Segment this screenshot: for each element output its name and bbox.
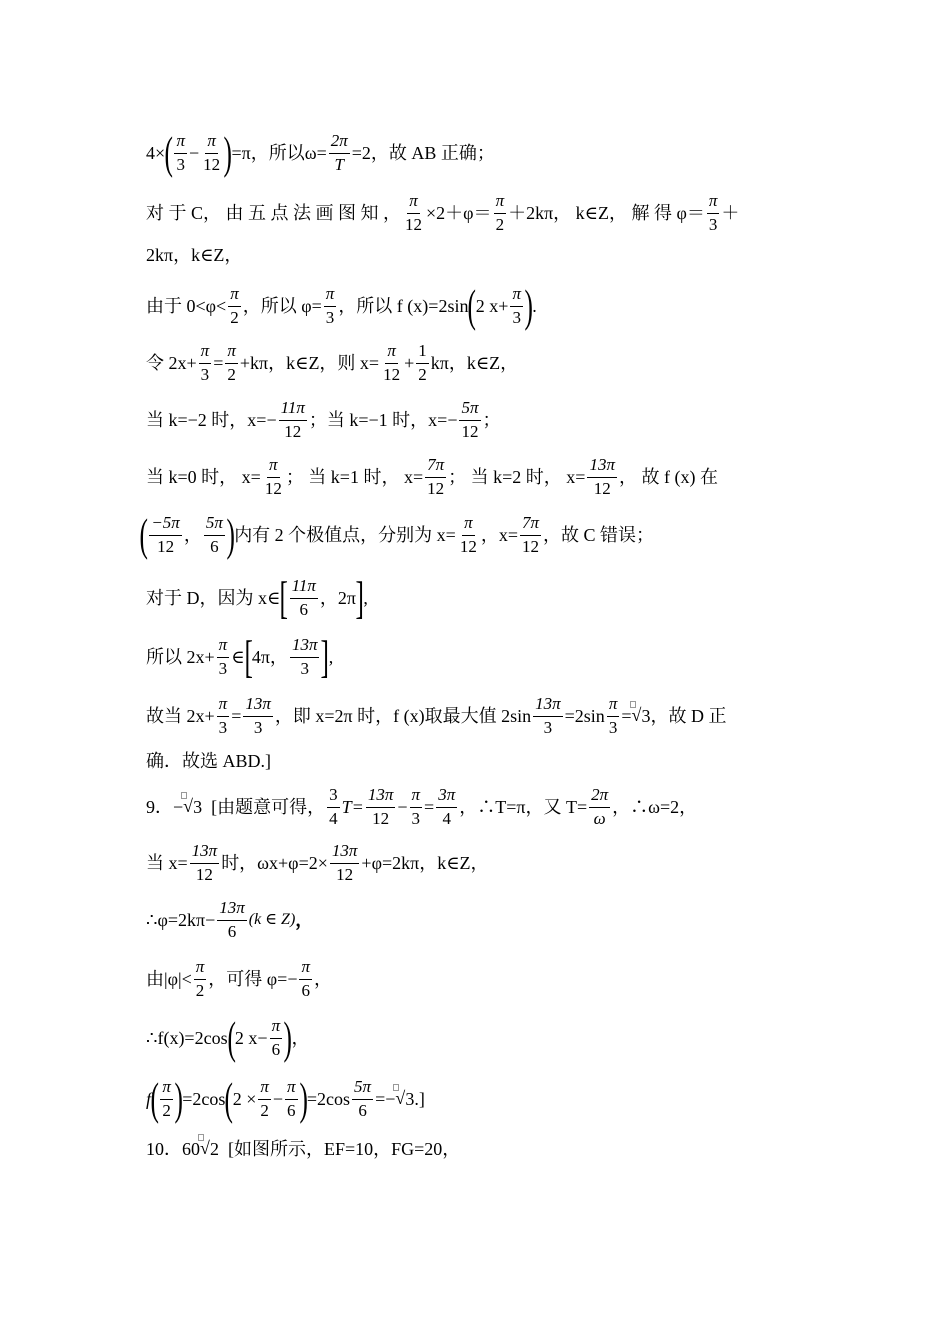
- denominator: 12: [593, 478, 611, 498]
- text: 时，ωx+φ=2×: [221, 853, 328, 874]
- denominator: 3: [200, 364, 210, 384]
- fraction: [510, 285, 523, 327]
- fraction: [381, 342, 402, 384]
- numerator: 13π: [217, 899, 247, 921]
- fraction: [494, 192, 507, 234]
- text: −: [189, 143, 200, 163]
- text: ∴f(x)=2cos: [146, 1028, 228, 1048]
- text: ,: [363, 588, 368, 608]
- text: +kπ，k∈Z，则 x=: [239, 353, 380, 374]
- denominator: 12: [405, 214, 423, 234]
- line-16: [146, 958, 332, 1000]
- text: [由题意可得，: [202, 797, 326, 818]
- text: 4×: [146, 143, 166, 163]
- denominator: 12: [372, 808, 390, 828]
- fraction: [285, 1078, 298, 1120]
- text: ，即 x=2π 时，f (x)取最大值 2sin: [274, 706, 532, 727]
- root-index-box: [181, 792, 187, 799]
- right-paren: ): [299, 1073, 308, 1124]
- fraction: [299, 958, 312, 1000]
- fraction: [458, 514, 479, 556]
- line-15: [146, 899, 313, 941]
- fraction: [607, 695, 620, 737]
- numerator: 7π: [425, 456, 446, 478]
- line-2: [146, 192, 739, 234]
- right-bracket: ]: [355, 572, 364, 623]
- numerator: π: [607, 695, 620, 717]
- numerator: 2π: [589, 786, 610, 808]
- fraction: [327, 786, 340, 828]
- numerator: π: [285, 1078, 298, 1100]
- left-bracket: [: [279, 572, 289, 623]
- fraction: [520, 514, 541, 556]
- text: 内有 2 个极值点，分别为 x=: [234, 525, 456, 545]
- line-5: [146, 342, 518, 384]
- numerator: π: [510, 285, 523, 307]
- denominator: 4: [329, 808, 338, 828]
- text: .: [532, 296, 537, 316]
- fraction: [416, 342, 429, 384]
- text: 4π，: [251, 647, 288, 667]
- numerator: 5π: [459, 399, 480, 421]
- text: =2，故 AB 正确；: [351, 143, 495, 163]
- text: ， 故 f (x) 在: [619, 467, 718, 488]
- denominator: 2: [495, 214, 505, 234]
- text: 9．−: [146, 797, 184, 818]
- text: ，故 C 错误；: [543, 525, 655, 545]
- text: 当 x=: [146, 853, 188, 874]
- numerator: π: [270, 1017, 283, 1039]
- fraction: [410, 786, 423, 828]
- text: ，∴ω=2，: [612, 797, 698, 818]
- right-paren: ): [524, 280, 533, 331]
- numerator: π: [324, 285, 337, 307]
- text: 确．故选 ABD.]: [146, 751, 271, 771]
- text: ，: [314, 969, 333, 990]
- cube-root: [632, 707, 651, 725]
- text: 所以 2x+: [146, 647, 215, 667]
- line-18: [146, 1073, 425, 1124]
- numerator: 13π: [243, 695, 273, 717]
- text: 当 k=0 时， x=: [146, 467, 261, 488]
- fraction: [403, 192, 424, 234]
- numerator: π: [407, 192, 420, 214]
- numerator: 5π: [204, 514, 225, 536]
- numerator: −5π: [149, 514, 182, 536]
- text: ，可得 φ=−: [208, 969, 298, 990]
- line-12: [146, 752, 271, 770]
- text: =: [621, 706, 632, 727]
- text: ； 当 k=2 时， x=: [448, 467, 586, 488]
- fraction: [160, 1078, 173, 1120]
- root-index-box: [630, 701, 636, 708]
- text: +: [404, 353, 415, 374]
- numerator: π: [299, 958, 312, 980]
- denominator: 12: [264, 478, 282, 498]
- denominator: 6: [227, 921, 237, 941]
- numerator: π: [267, 456, 280, 478]
- denominator: 12: [461, 421, 479, 441]
- denominator: 3: [708, 214, 718, 234]
- fraction: [149, 514, 182, 556]
- numerator: π: [228, 285, 241, 307]
- text: 对 于 C， 由 五 点 法 画 图 知 ，: [146, 203, 402, 224]
- numerator: π: [258, 1078, 271, 1100]
- text: 2 x−: [234, 1028, 268, 1048]
- numerator: 11π: [279, 399, 307, 421]
- denominator: 2: [227, 364, 236, 384]
- numerator: π: [199, 342, 212, 364]
- numerator: 5π: [352, 1078, 373, 1100]
- text: 对于 D，因为 x∈: [146, 588, 281, 608]
- radicand: 3: [641, 706, 651, 727]
- fraction: [366, 786, 396, 828]
- line-4: [146, 280, 537, 331]
- denominator: 12: [203, 154, 221, 174]
- text: =: [213, 353, 224, 374]
- text: ，所以 φ=: [242, 296, 322, 316]
- text: ，: [183, 525, 202, 545]
- numerator: 7π: [520, 514, 541, 536]
- numerator: π: [160, 1078, 173, 1100]
- denominator: 3: [325, 307, 335, 327]
- cube-root: [395, 1090, 414, 1108]
- text: f: [146, 1089, 152, 1109]
- denominator: 3: [411, 808, 421, 828]
- text: ＋2kπ， k∈Z， 解 得 φ＝: [508, 203, 705, 224]
- denominator: 12: [459, 536, 477, 556]
- numerator: 13π: [290, 636, 320, 658]
- fraction: [204, 514, 225, 556]
- numerator: 13π: [533, 695, 563, 717]
- denominator: 2: [195, 980, 205, 1000]
- fraction: [217, 695, 230, 737]
- fraction: [190, 842, 220, 884]
- fraction: [194, 958, 207, 1000]
- fraction: [174, 132, 187, 174]
- text: ∈: [231, 647, 245, 667]
- text: =: [424, 797, 435, 818]
- line-17: [146, 1012, 310, 1063]
- left-paren: (: [227, 1012, 236, 1063]
- text: ＋: [721, 203, 740, 224]
- denominator: 2: [162, 1100, 171, 1120]
- denominator: 3: [300, 658, 309, 678]
- text: ∴φ=2kπ−: [146, 910, 216, 931]
- fraction: [324, 285, 337, 327]
- fraction: [225, 342, 238, 384]
- text: −: [272, 1089, 284, 1109]
- text: ，2π: [319, 588, 357, 608]
- numerator: π: [225, 342, 238, 364]
- denominator: 6: [358, 1100, 367, 1120]
- text: ，x=: [480, 525, 518, 545]
- line-10: [146, 631, 334, 682]
- denominator: 12: [195, 864, 213, 884]
- text: 10．60: [146, 1139, 200, 1159]
- denominator: 2: [260, 1100, 269, 1120]
- right-bracket: ]: [320, 631, 330, 682]
- fraction: [425, 456, 446, 498]
- denominator: 6: [287, 1100, 296, 1120]
- line-7: [146, 456, 718, 498]
- fraction: [533, 695, 563, 737]
- text: +φ=2kπ，k∈Z，: [361, 853, 489, 874]
- numerator: 13π: [366, 786, 396, 808]
- fraction: [329, 132, 350, 174]
- left-bracket: [: [243, 631, 253, 682]
- numerator: 2π: [329, 132, 350, 154]
- numerator: 11π: [290, 577, 318, 599]
- text: 2kπ，k∈Z，: [146, 245, 243, 265]
- text: T=: [341, 797, 364, 818]
- denominator: 12: [157, 536, 175, 556]
- denominator: 3: [218, 717, 228, 737]
- numerator: π: [494, 192, 507, 214]
- denominator: 6: [210, 536, 219, 556]
- line-13: [146, 786, 697, 828]
- text: =2cos: [306, 1089, 351, 1109]
- numerator: π: [385, 342, 398, 364]
- line-9: [146, 572, 368, 623]
- denominator: 12: [522, 536, 540, 556]
- numerator: 13π: [190, 842, 220, 864]
- denominator: 12: [336, 864, 354, 884]
- fraction: [459, 399, 480, 441]
- text: 由|φ|<: [146, 969, 192, 990]
- numerator: 13π: [587, 456, 617, 478]
- right-paren: ): [223, 127, 233, 178]
- fraction: [707, 192, 720, 234]
- text: 故当 2x+: [146, 706, 215, 727]
- root-index-box: [198, 1134, 204, 1141]
- left-paren: (: [224, 1073, 234, 1124]
- text: ×2＋φ＝: [426, 203, 492, 224]
- text: =: [231, 706, 242, 727]
- line-14: [146, 842, 489, 884]
- text: kπ，k∈Z，: [430, 353, 519, 374]
- root-index-box: [393, 1084, 399, 1091]
- denominator: 3: [218, 658, 228, 678]
- text: ，所以 f (x)=2sin: [338, 296, 469, 316]
- radicand: 2: [210, 1139, 219, 1159]
- left-paren: (: [467, 280, 477, 331]
- text: 当 k=−2 时，x=−: [146, 410, 277, 431]
- numerator: 1: [416, 342, 429, 364]
- radicand: 3: [405, 1089, 415, 1109]
- text: ,: [328, 647, 334, 667]
- text: (k ∈ Z): [248, 911, 296, 929]
- denominator: 12: [284, 421, 302, 441]
- text: ；当 k=−1 时，x=−: [308, 410, 458, 431]
- fraction: [270, 1017, 283, 1059]
- left-paren: (: [139, 509, 148, 560]
- line-11: [146, 695, 727, 737]
- denominator: 3: [176, 154, 185, 174]
- numerator: 3: [327, 786, 340, 808]
- text: =π，所以ω=: [231, 143, 327, 163]
- cube-root: [183, 798, 202, 816]
- text: ，故 D 正: [650, 706, 727, 727]
- line-3: [146, 246, 242, 264]
- denominator: T: [334, 154, 344, 174]
- fraction: [290, 577, 318, 619]
- fraction: [199, 342, 212, 384]
- numerator: π: [174, 132, 187, 154]
- denominator: 3: [608, 717, 618, 737]
- text: 由于 0<φ<: [146, 296, 227, 316]
- fraction: [589, 786, 610, 828]
- right-paren: ): [283, 1012, 292, 1063]
- radicand: 3: [193, 797, 203, 818]
- denominator: 3: [512, 307, 521, 327]
- denominator: 3: [253, 717, 263, 737]
- fraction: [263, 456, 284, 498]
- text: ，: [291, 1028, 310, 1048]
- text: ，: [295, 910, 314, 931]
- numerator: 13π: [330, 842, 360, 864]
- denominator: 4: [442, 808, 451, 828]
- denominator: 2: [230, 307, 239, 327]
- fraction: [290, 636, 320, 678]
- text: ； 当 k=1 时， x=: [285, 467, 424, 488]
- numerator: π: [410, 786, 423, 808]
- text: .]: [414, 1089, 425, 1109]
- fraction: [436, 786, 457, 828]
- right-paren: ): [174, 1073, 183, 1124]
- denominator: ω: [593, 808, 606, 828]
- numerator: π: [707, 192, 720, 214]
- fraction: [587, 456, 617, 498]
- line-8: [139, 509, 655, 560]
- text: 令 2x+: [146, 353, 197, 374]
- denominator: 6: [271, 1039, 281, 1059]
- line-1: [146, 127, 495, 178]
- left-paren: (: [164, 127, 174, 178]
- text: =−: [375, 1089, 396, 1109]
- text: 2 x+: [475, 296, 509, 316]
- text: =2sin: [564, 706, 605, 727]
- denominator: 6: [301, 980, 310, 1000]
- fraction: [201, 132, 222, 174]
- denominator: 2: [418, 364, 427, 384]
- fraction: [258, 1078, 271, 1120]
- left-paren: (: [150, 1073, 159, 1124]
- text: −: [397, 797, 408, 818]
- denominator: 12: [427, 478, 445, 498]
- text: [如图所示，EF=10，FG=20，: [219, 1139, 461, 1159]
- denominator: 3: [543, 717, 553, 737]
- right-paren: ): [226, 509, 235, 560]
- numerator: π: [194, 958, 207, 980]
- cube-root: [200, 1140, 219, 1158]
- fraction: [330, 842, 360, 884]
- fraction: [243, 695, 273, 737]
- fraction: [228, 285, 241, 327]
- text: 2 ×: [232, 1089, 257, 1109]
- text: ；: [482, 410, 501, 431]
- text: =2cos: [182, 1089, 226, 1109]
- numerator: π: [462, 514, 475, 536]
- fraction: [352, 1078, 373, 1120]
- numerator: π: [205, 132, 218, 154]
- line-6: [146, 399, 501, 441]
- fraction: [279, 399, 307, 441]
- denominator: 12: [383, 364, 401, 384]
- numerator: π: [217, 636, 230, 658]
- numerator: 3π: [436, 786, 457, 808]
- denominator: 6: [299, 599, 309, 619]
- line-19: [146, 1140, 460, 1158]
- numerator: π: [217, 695, 230, 717]
- text: ，∴T=π，又 T=: [459, 797, 588, 818]
- fraction: [217, 636, 230, 678]
- fraction: [217, 899, 247, 941]
